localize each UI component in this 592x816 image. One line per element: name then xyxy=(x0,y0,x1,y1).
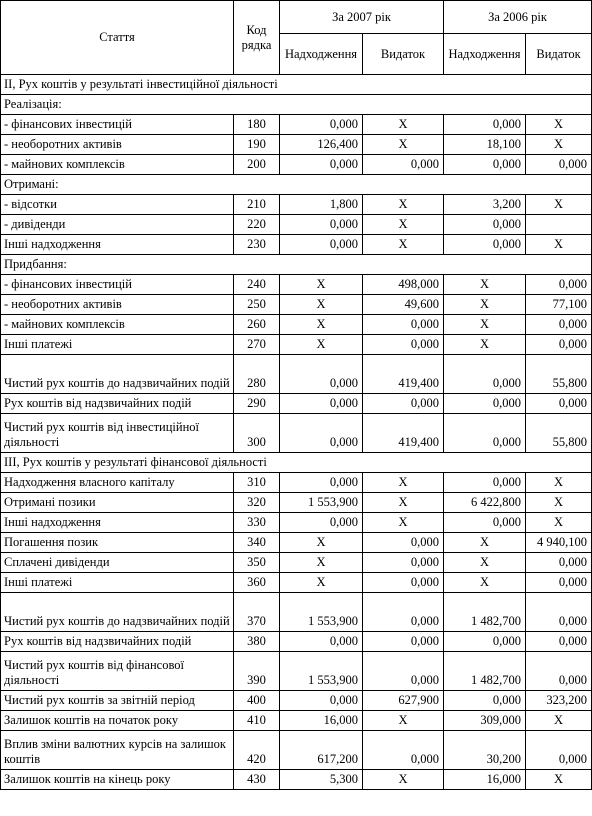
header-year-2007: За 2007 рік xyxy=(280,1,444,34)
table-row xyxy=(1,573,592,593)
row-label: Надходження власного капіталу xyxy=(1,473,234,493)
table-row xyxy=(1,355,592,394)
row-label: Чистий рух коштів від інвестиційної діяльності xyxy=(1,414,234,453)
row-label: Інші платежі xyxy=(1,335,234,355)
table-row xyxy=(1,711,592,731)
outflow-2006: Х xyxy=(526,115,592,135)
header-year-2006: За 2006 рік xyxy=(444,1,592,34)
outflow-2006: Х xyxy=(526,711,592,731)
outflow-2007: 0,000 xyxy=(363,731,444,770)
row-label: Інші платежі xyxy=(1,573,234,593)
outflow-2006: 77,100 xyxy=(526,295,592,315)
inflow-2006: 3,200 xyxy=(444,195,526,215)
table-row xyxy=(1,731,592,770)
inflow-2006: 18,100 xyxy=(444,135,526,155)
row-code: 250 xyxy=(234,295,280,315)
table-row xyxy=(1,533,592,553)
row-label: Погашення позик xyxy=(1,533,234,553)
row-label: Чистий рух коштів до надзвичайних подій xyxy=(1,355,234,394)
outflow-2007: 419,400 xyxy=(363,414,444,453)
row-label: Інші надходження xyxy=(1,235,234,255)
outflow-2006: 0,000 xyxy=(526,573,592,593)
outflow-2007: 0,000 xyxy=(363,394,444,414)
row-code: 300 xyxy=(234,414,280,453)
table-row xyxy=(1,593,592,632)
outflow-2006: 0,000 xyxy=(526,335,592,355)
row-code: 320 xyxy=(234,493,280,513)
outflow-2007: 0,000 xyxy=(363,533,444,553)
row-label: Вплив зміни валютних курсів на залишок коштів xyxy=(1,731,234,770)
inflow-2007: 0,000 xyxy=(280,115,363,135)
outflow-2006: 0,000 xyxy=(526,394,592,414)
inflow-2006: 309,000 xyxy=(444,711,526,731)
table-row xyxy=(1,275,592,295)
group-row xyxy=(1,175,592,195)
inflow-2007: 0,000 xyxy=(280,632,363,652)
row-label: Чистий рух коштів за звітній період xyxy=(1,691,234,711)
row-code: 340 xyxy=(234,533,280,553)
row-code: 380 xyxy=(234,632,280,652)
outflow-2007: Х xyxy=(363,135,444,155)
outflow-2007: 498,000 xyxy=(363,275,444,295)
row-code: 190 xyxy=(234,135,280,155)
inflow-2006: Х xyxy=(444,315,526,335)
table-row xyxy=(1,115,592,135)
inflow-2006: Х xyxy=(444,335,526,355)
header-outflow-2007: Видаток xyxy=(363,34,444,75)
inflow-2007: Х xyxy=(280,533,363,553)
row-label: - фінансових інвестицій xyxy=(1,275,234,295)
inflow-2006: 0,000 xyxy=(444,394,526,414)
outflow-2006: 55,800 xyxy=(526,414,592,453)
inflow-2007: 1 553,900 xyxy=(280,593,363,632)
row-code: 270 xyxy=(234,335,280,355)
row-label: Інші надходження xyxy=(1,513,234,533)
group-row xyxy=(1,95,592,115)
table-row xyxy=(1,335,592,355)
outflow-2007: Х xyxy=(363,115,444,135)
inflow-2007: 0,000 xyxy=(280,155,363,175)
inflow-2007: 1,800 xyxy=(280,195,363,215)
inflow-2007: 0,000 xyxy=(280,691,363,711)
header-outflow-2006: Видаток xyxy=(526,34,592,75)
section-title: ІІ, Рух коштів у результаті інвестиційної діяльності xyxy=(1,75,592,95)
row-label: Залишок коштів на початок року xyxy=(1,711,234,731)
outflow-2007: Х xyxy=(363,493,444,513)
row-label: Сплачені дивіденди xyxy=(1,553,234,573)
inflow-2007: 1 553,900 xyxy=(280,652,363,691)
table-row xyxy=(1,315,592,335)
inflow-2006: 0,000 xyxy=(444,513,526,533)
outflow-2007: Х xyxy=(363,473,444,493)
outflow-2006: Х xyxy=(526,770,592,790)
inflow-2006: Х xyxy=(444,275,526,295)
outflow-2007: Х xyxy=(363,235,444,255)
inflow-2006: Х xyxy=(444,573,526,593)
table-row xyxy=(1,770,592,790)
inflow-2007: Х xyxy=(280,275,363,295)
section-row xyxy=(1,453,592,473)
outflow-2006: Х xyxy=(526,195,592,215)
inflow-2006: 30,200 xyxy=(444,731,526,770)
row-code: 290 xyxy=(234,394,280,414)
outflow-2007: Х xyxy=(363,195,444,215)
outflow-2006: 4 940,100 xyxy=(526,533,592,553)
outflow-2006: 0,000 xyxy=(526,275,592,295)
group-label: Реалізація: xyxy=(1,95,592,115)
inflow-2006: Х xyxy=(444,553,526,573)
row-code: 420 xyxy=(234,731,280,770)
table-row xyxy=(1,473,592,493)
row-code: 280 xyxy=(234,355,280,394)
row-label: - дивіденди xyxy=(1,215,234,235)
row-label: Залишок коштів на кінець року xyxy=(1,770,234,790)
inflow-2007: Х xyxy=(280,295,363,315)
inflow-2007: 16,000 xyxy=(280,711,363,731)
row-code: 230 xyxy=(234,235,280,255)
header-code: Код рядка xyxy=(234,1,280,75)
outflow-2006: 0,000 xyxy=(526,155,592,175)
outflow-2006: 0,000 xyxy=(526,553,592,573)
inflow-2006: 0,000 xyxy=(444,473,526,493)
row-label: - фінансових інвестицій xyxy=(1,115,234,135)
inflow-2006: 0,000 xyxy=(444,215,526,235)
table-row xyxy=(1,414,592,453)
outflow-2007: 0,000 xyxy=(363,573,444,593)
inflow-2007: 0,000 xyxy=(280,394,363,414)
outflow-2006: Х xyxy=(526,235,592,255)
group-label: Отримані: xyxy=(1,175,592,195)
row-code: 390 xyxy=(234,652,280,691)
row-code: 260 xyxy=(234,315,280,335)
table-row xyxy=(1,632,592,652)
outflow-2007: Х xyxy=(363,711,444,731)
outflow-2007: 0,000 xyxy=(363,632,444,652)
section-title: ІІІ, Рух коштів у результаті фінансової діяльності xyxy=(1,453,592,473)
row-code: 220 xyxy=(234,215,280,235)
inflow-2007: Х xyxy=(280,553,363,573)
outflow-2006: 323,200 xyxy=(526,691,592,711)
inflow-2006: 0,000 xyxy=(444,355,526,394)
outflow-2007: Х xyxy=(363,215,444,235)
table-row xyxy=(1,195,592,215)
row-code: 400 xyxy=(234,691,280,711)
outflow-2006: 0,000 xyxy=(526,315,592,335)
outflow-2006: 0,000 xyxy=(526,632,592,652)
group-row xyxy=(1,255,592,275)
row-code: 360 xyxy=(234,573,280,593)
header-inflow-2007: Надходження xyxy=(280,34,363,75)
row-code: 330 xyxy=(234,513,280,533)
inflow-2006: 0,000 xyxy=(444,414,526,453)
row-code: 200 xyxy=(234,155,280,175)
table-row xyxy=(1,652,592,691)
outflow-2006: Х xyxy=(526,473,592,493)
inflow-2007: Х xyxy=(280,315,363,335)
inflow-2006: 0,000 xyxy=(444,155,526,175)
inflow-2007: 0,000 xyxy=(280,235,363,255)
inflow-2006: 0,000 xyxy=(444,235,526,255)
header-inflow-2006: Надходження xyxy=(444,34,526,75)
row-code: 310 xyxy=(234,473,280,493)
outflow-2006 xyxy=(526,215,592,235)
row-label: - необоротних активів xyxy=(1,295,234,315)
row-code: 210 xyxy=(234,195,280,215)
row-label: Чистий рух коштів від фінансової діяльності xyxy=(1,652,234,691)
row-label: Рух коштів від надзвичайних подій xyxy=(1,632,234,652)
outflow-2007: 627,900 xyxy=(363,691,444,711)
table-row xyxy=(1,295,592,315)
row-code: 240 xyxy=(234,275,280,295)
inflow-2006: 0,000 xyxy=(444,691,526,711)
inflow-2006: Х xyxy=(444,295,526,315)
outflow-2007: Х xyxy=(363,770,444,790)
outflow-2006: Х xyxy=(526,493,592,513)
outflow-2007: 419,400 xyxy=(363,355,444,394)
row-label: - необоротних активів xyxy=(1,135,234,155)
inflow-2006: 1 482,700 xyxy=(444,652,526,691)
table-row xyxy=(1,215,592,235)
outflow-2007: 0,000 xyxy=(363,315,444,335)
inflow-2006: 16,000 xyxy=(444,770,526,790)
row-label: Чистий рух коштів до надзвичайних подій xyxy=(1,593,234,632)
row-code: 180 xyxy=(234,115,280,135)
inflow-2007: 5,300 xyxy=(280,770,363,790)
row-label: Рух коштів від надзвичайних подій xyxy=(1,394,234,414)
table-row xyxy=(1,553,592,573)
outflow-2007: 0,000 xyxy=(363,553,444,573)
inflow-2006: Х xyxy=(444,533,526,553)
inflow-2006: 0,000 xyxy=(444,632,526,652)
outflow-2006: 0,000 xyxy=(526,593,592,632)
inflow-2007: 0,000 xyxy=(280,473,363,493)
inflow-2007: Х xyxy=(280,335,363,355)
outflow-2007: Х xyxy=(363,513,444,533)
table-row xyxy=(1,691,592,711)
outflow-2006: 0,000 xyxy=(526,731,592,770)
outflow-2006: 55,800 xyxy=(526,355,592,394)
row-code: 430 xyxy=(234,770,280,790)
inflow-2007: 0,000 xyxy=(280,414,363,453)
header-article: Стаття xyxy=(1,1,234,75)
table-body xyxy=(1,75,592,790)
outflow-2006: 0,000 xyxy=(526,652,592,691)
inflow-2007: Х xyxy=(280,573,363,593)
table-row xyxy=(1,135,592,155)
row-code: 350 xyxy=(234,553,280,573)
inflow-2006: 0,000 xyxy=(444,115,526,135)
inflow-2006: 1 482,700 xyxy=(444,593,526,632)
table-row xyxy=(1,235,592,255)
inflow-2007: 0,000 xyxy=(280,513,363,533)
inflow-2007: 126,400 xyxy=(280,135,363,155)
outflow-2007: 0,000 xyxy=(363,155,444,175)
row-code: 410 xyxy=(234,711,280,731)
outflow-2006: Х xyxy=(526,135,592,155)
inflow-2007: 0,000 xyxy=(280,355,363,394)
outflow-2006: Х xyxy=(526,513,592,533)
row-label: - відсотки xyxy=(1,195,234,215)
table-row xyxy=(1,155,592,175)
section-row xyxy=(1,75,592,95)
outflow-2007: 0,000 xyxy=(363,335,444,355)
table-row xyxy=(1,493,592,513)
table-row xyxy=(1,394,592,414)
group-label: Придбання: xyxy=(1,255,592,275)
row-label: Отримані позики xyxy=(1,493,234,513)
row-label: - майнових комплексів xyxy=(1,155,234,175)
outflow-2007: 0,000 xyxy=(363,593,444,632)
table-row xyxy=(1,513,592,533)
inflow-2006: 6 422,800 xyxy=(444,493,526,513)
row-label: - майнових комплексів xyxy=(1,315,234,335)
outflow-2007: 49,600 xyxy=(363,295,444,315)
outflow-2007: 0,000 xyxy=(363,652,444,691)
row-code: 370 xyxy=(234,593,280,632)
inflow-2007: 0,000 xyxy=(280,215,363,235)
inflow-2007: 1 553,900 xyxy=(280,493,363,513)
inflow-2007: 617,200 xyxy=(280,731,363,770)
